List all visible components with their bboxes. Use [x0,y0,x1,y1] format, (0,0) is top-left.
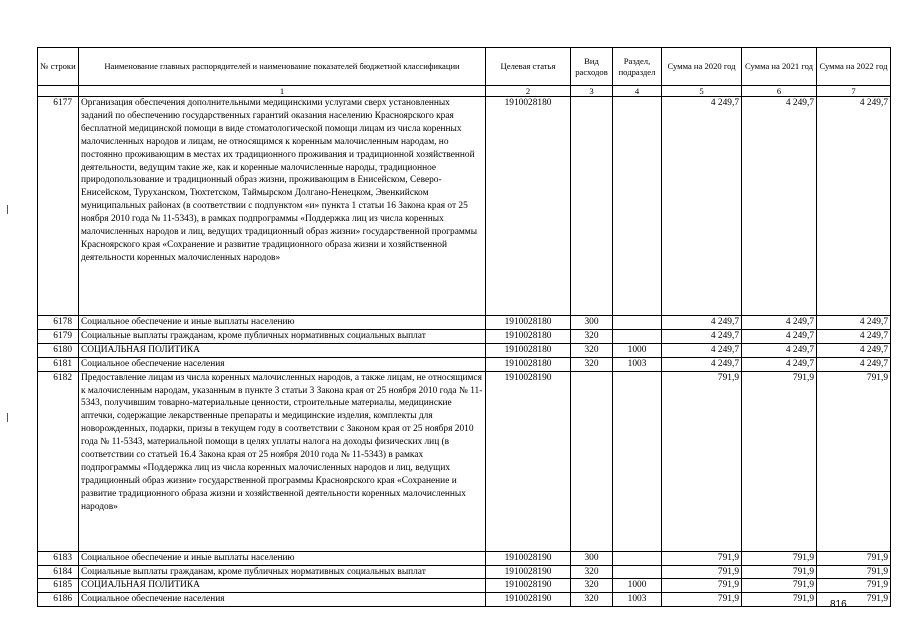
table-row [38,565,891,579]
margin-mark [7,413,8,422]
row-sum-2022: 791,9 [817,371,891,551]
row-section: 1003 [613,593,662,607]
table-row [38,97,891,316]
row-expense-type: 320 [571,343,613,357]
row-sum-2021: 4 249,7 [742,329,817,343]
row-name: Социальное обеспечение населения [79,593,486,607]
row-sum-2020: 791,9 [662,371,742,551]
table-row [38,551,891,565]
row-name: Социальное обеспечение и иные выплаты населению [79,551,486,565]
row-sum-2020: 4 249,7 [662,329,742,343]
row-target-article: 1910028180 [486,329,571,343]
row-expense-type: 300 [571,551,613,565]
row-sum-2020: 791,9 [662,593,742,607]
header-section: Раздел, подраздел [613,48,662,86]
row-sum-2022: 4 249,7 [817,316,891,330]
row-sum-2020: 791,9 [662,565,742,579]
row-section: 1000 [613,343,662,357]
page-number: 816 [830,599,847,610]
row-sum-2022: 791,9 [817,551,891,565]
row-sum-2021: 791,9 [742,579,817,593]
row-target-article: 1910028180 [486,343,571,357]
column-number [38,86,79,97]
row-number: 6177 [38,97,79,316]
row-sum-2021: 791,9 [742,551,817,565]
row-section [613,551,662,565]
row-sum-2020: 4 249,7 [662,316,742,330]
row-name: СОЦИАЛЬНАЯ ПОЛИТИКА [79,343,486,357]
row-sum-2022: 4 249,7 [817,357,891,371]
column-number: 1 [79,86,486,97]
row-name: Социальные выплаты гражданам, кроме публичных нормативных социальных выплат [79,565,486,579]
header-sum-2022: Сумма на 2022 год [817,48,891,86]
row-expense-type: 320 [571,329,613,343]
column-number: 2 [486,86,571,97]
row-number: 6181 [38,357,79,371]
row-sum-2022: 4 249,7 [817,343,891,357]
margin-mark [7,205,8,214]
table-row [38,371,891,551]
header-sum-2020: Сумма на 2020 год [662,48,742,86]
row-sum-2021: 791,9 [742,565,817,579]
row-target-article: 1910028180 [486,316,571,330]
row-sum-2020: 791,9 [662,551,742,565]
row-section: 1003 [613,357,662,371]
row-name: Организация обеспечения дополнительными медицинскими услугами сверх установленных заданий по обеспечению государственных гарантий оказания населению Красноярского края бесплатной медицинской помощи в виде стоматологической помощи лицам из числа коренных малочисленных народов и лицам, не относящимся к коренным малочисленным народам, но постоянно проживающим в местах их традиционного проживания и традиционной хозяйственной деятельности, ведущим такие же, как и коренные малочисленные народы, традиционное природопользование и традиционный образ жизни, проживающим в Енисейском, Северо-Енисейском, Туруханском, Тюхтетском, Таймырском Долгано-Ненецком, Эвенкийском муниципальных районах (в соответствии с подпунктом «и» пункта 1 статьи 16 Закона края от 25 ноября 2010 года № 11-5343), в рамках подпрограммы «Поддержка лиц из числа коренных малочисленных народов и лиц, ведущих традиционный образ жизни» государственной программы Красноярского края «Сохранение и развитие традиционного образа жизни и хозяйственной деятельности коренных малочисленных народов» [79,97,486,316]
table-row [38,329,891,343]
row-name: Социальные выплаты гражданам, кроме публичных нормативных социальных выплат [79,329,486,343]
row-target-article: 1910028190 [486,579,571,593]
row-sum-2021: 4 249,7 [742,357,817,371]
row-target-article: 1910028190 [486,565,571,579]
header-sum-2021: Сумма на 2021 год [742,48,817,86]
row-section: 1000 [613,579,662,593]
row-expense-type [571,97,613,316]
table-row [38,579,891,593]
row-sum-2020: 4 249,7 [662,343,742,357]
row-sum-2021: 4 249,7 [742,343,817,357]
table-header-row [38,48,891,86]
row-expense-type: 320 [571,593,613,607]
row-name: СОЦИАЛЬНАЯ ПОЛИТИКА [79,579,486,593]
row-sum-2020: 4 249,7 [662,357,742,371]
row-section [613,97,662,316]
row-name: Социальное обеспечение населения [79,357,486,371]
row-section [613,565,662,579]
row-expense-type: 320 [571,357,613,371]
table-row [38,343,891,357]
row-sum-2022: 791,9 [817,565,891,579]
column-numbers-row [38,86,891,97]
row-expense-type: 300 [571,316,613,330]
row-number: 6182 [38,371,79,551]
row-sum-2021: 791,9 [742,371,817,551]
row-target-article: 1910028190 [486,551,571,565]
header-target-article: Целевая статья [486,48,571,86]
row-target-article: 1910028180 [486,97,571,316]
row-section [613,316,662,330]
budget-table [37,47,891,607]
row-number: 6180 [38,343,79,357]
row-expense-type [571,371,613,551]
row-sum-2021: 4 249,7 [742,97,817,316]
row-number: 6185 [38,579,79,593]
row-target-article: 1910028180 [486,357,571,371]
row-sum-2022: 4 249,7 [817,329,891,343]
column-number: 4 [613,86,662,97]
column-number: 3 [571,86,613,97]
row-sum-2021: 4 249,7 [742,316,817,330]
header-expense-type: Вид расходов [571,48,613,86]
row-target-article: 1910028190 [486,593,571,607]
table-row [38,316,891,330]
table-row [38,593,891,607]
row-name: Социальное обеспечение и иные выплаты населению [79,316,486,330]
row-number: 6184 [38,565,79,579]
column-number: 5 [662,86,742,97]
row-number: 6179 [38,329,79,343]
column-number: 7 [817,86,891,97]
column-number: 6 [742,86,817,97]
row-sum-2020: 4 249,7 [662,97,742,316]
row-name: Предоставление лицам из числа коренных малочисленных народов, а также лицам, не относящимся к малочисленным народам, указанным в пункте 3 статьи 3 Закона края от 25 ноября 2010 года № 11-5343, получившим товарно-материальные ценности, строительные материалы, медицинские аптечки, содержащие лекарственные препараты и медицинские изделия, комплекты для новорожденных, подарки, призы в текущем году в соответствии с Законом края от 25 ноября 2010 года № 11-5343, материальной помощи в целях уплаты налога на доходы физических лиц (в соответствии со статьей 16.4 Закона края от 25 ноября 2010 года № 11-5343) в рамках подпрограммы «Поддержка лиц из числа коренных малочисленных народов и лиц, ведущих традиционный образ жизни» государственной программы Красноярского края «Сохранение и развитие традиционного образа жизни и хозяйственной деятельности коренных малочисленных народов» [79,371,486,551]
row-number: 6183 [38,551,79,565]
row-number: 6178 [38,316,79,330]
row-sum-2020: 791,9 [662,579,742,593]
table-row [38,357,891,371]
row-expense-type: 320 [571,565,613,579]
row-section [613,329,662,343]
header-row-number: № строки [38,48,79,86]
row-sum-2022: 791,9 [817,579,891,593]
row-expense-type: 320 [571,579,613,593]
row-sum-2022: 791,9 [817,593,891,607]
row-number: 6186 [38,593,79,607]
row-sum-2021: 791,9 [742,593,817,607]
row-sum-2022: 4 249,7 [817,97,891,316]
row-section [613,371,662,551]
row-target-article: 1910028190 [486,371,571,551]
header-name: Наименование главных распорядителей и наименование показателей бюджетной классификации [79,48,486,86]
